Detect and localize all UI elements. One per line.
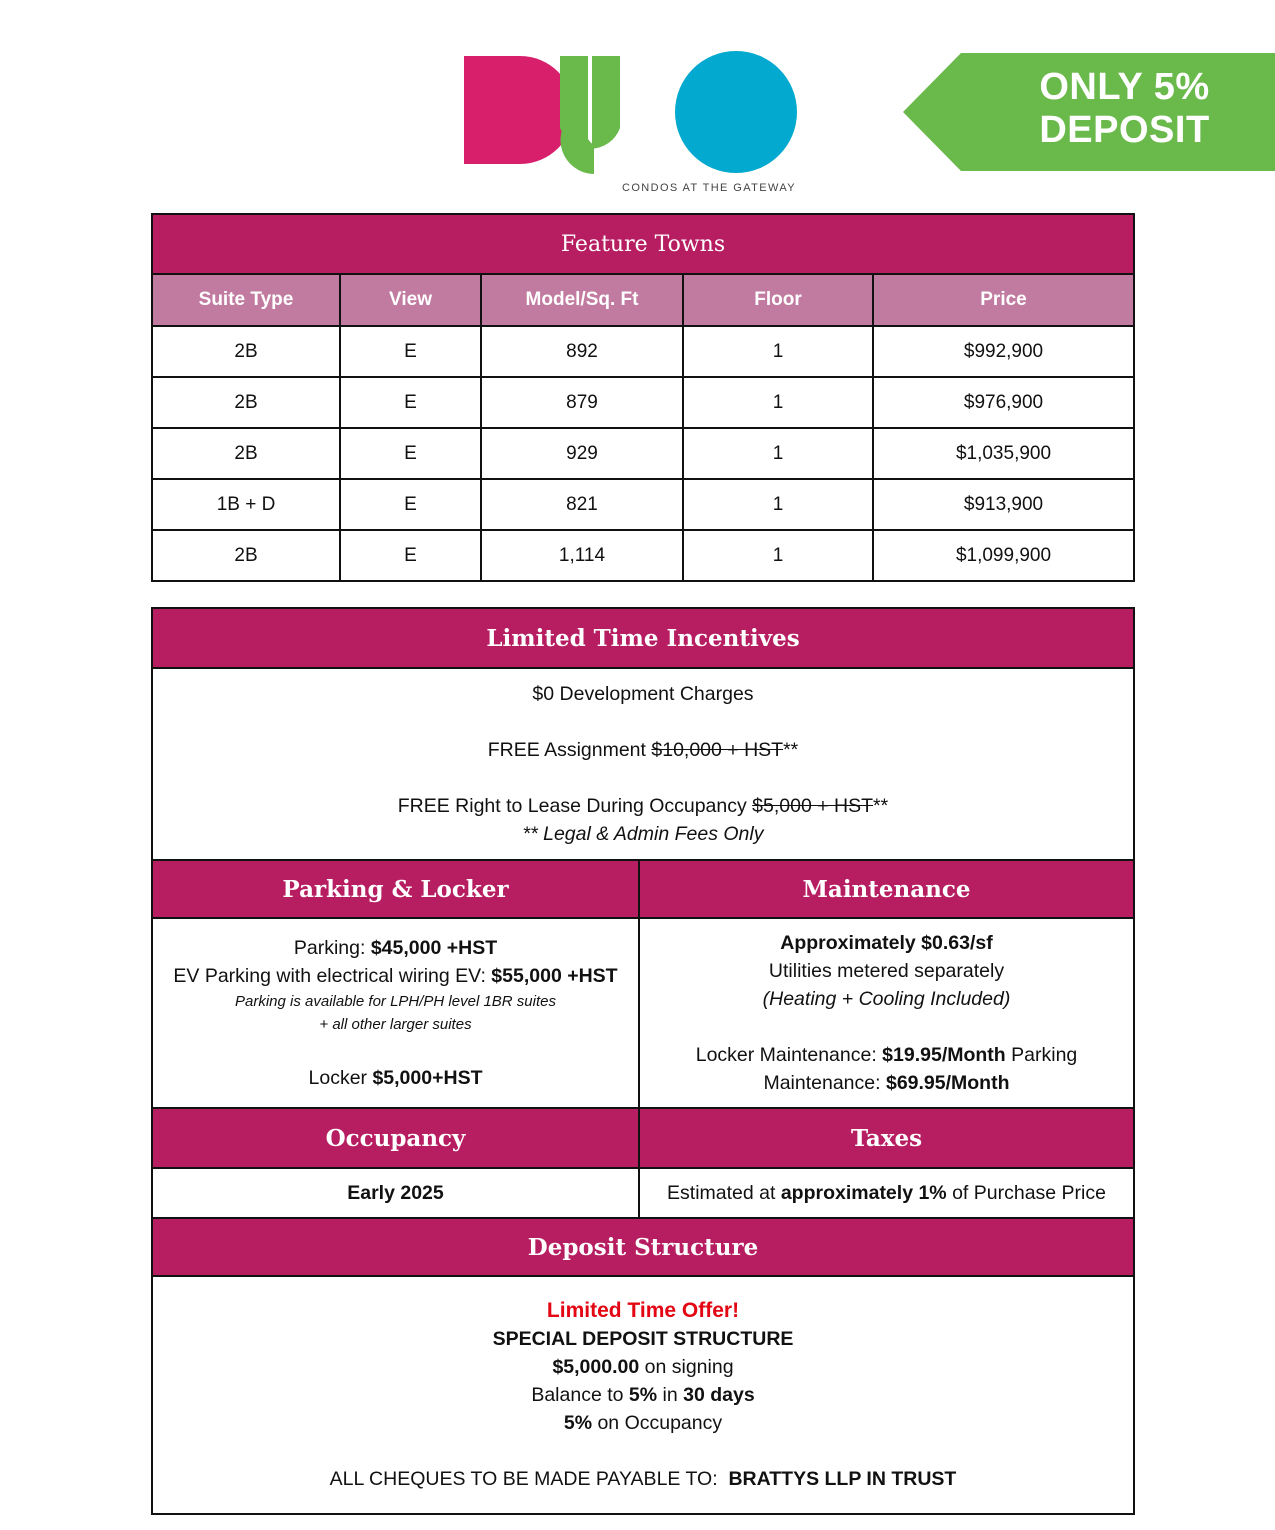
- taxes-value: Estimated at approximately 1% of Purchase Price: [639, 1168, 1134, 1218]
- parking-title: Parking & Locker: [152, 860, 639, 918]
- locker-maintenance: Locker Maintenance: $19.95/Month Parking: [695, 1044, 1078, 1066]
- table-cell: 1: [683, 479, 873, 530]
- banner-line-2: DEPOSIT: [1039, 109, 1210, 151]
- incentive-lease: FREE Right to Lease During Occupancy $5,000 + HST**: [397, 795, 889, 817]
- table-cell: $976,900: [873, 377, 1134, 428]
- column-header: Model/Sq. Ft: [481, 274, 683, 326]
- deposit-banner-text: [1012, 66, 1237, 152]
- maintenance-utilities: Utilities metered separately: [768, 960, 1005, 982]
- table-cell: 2B: [152, 377, 340, 428]
- table-cell: $992,900: [873, 326, 1134, 377]
- column-header: Suite Type: [152, 274, 340, 326]
- parking-price: Parking: $45,000 +HST: [293, 937, 498, 959]
- incentive-dev-charges: $0 Development Charges: [532, 683, 754, 705]
- parking-content: [152, 918, 639, 1108]
- table-cell: 1: [683, 428, 873, 479]
- table-cell: 879: [481, 377, 683, 428]
- incentive-assignment: FREE Assignment $10,000 + HST**: [487, 739, 799, 761]
- incentives-title: Limited Time Incentives: [152, 608, 1134, 668]
- table-cell: 892: [481, 326, 683, 377]
- deposit-payable: ALL CHEQUES TO BE MADE PAYABLE TO: BRATTYS LLP IN TRUST: [329, 1468, 957, 1490]
- column-header: Price: [873, 274, 1134, 326]
- table-cell: 2B: [152, 530, 340, 581]
- taxes-title: Taxes: [639, 1108, 1134, 1168]
- deposit-occupancy: 5% on Occupancy: [563, 1412, 723, 1434]
- parking-note-1: Parking is available for LPH/PH level 1BR suites: [235, 993, 556, 1010]
- info-table: [151, 607, 1135, 1515]
- table-cell: E: [340, 530, 481, 581]
- table-cell: E: [340, 377, 481, 428]
- deposit-content: [152, 1276, 1134, 1514]
- table-cell: E: [340, 479, 481, 530]
- table-cell: 2B: [152, 326, 340, 377]
- table-cell: 821: [481, 479, 683, 530]
- column-header: Floor: [683, 274, 873, 326]
- table-cell: E: [340, 326, 481, 377]
- maintenance-rate: Approximately $0.63/sf: [780, 932, 993, 954]
- table-cell: $1,035,900: [873, 428, 1134, 479]
- logo-letter-d: [464, 56, 574, 164]
- deposit-signing: $5,000.00 on signing: [552, 1356, 734, 1378]
- logo-letter-o: [675, 51, 797, 173]
- banner-line-1: ONLY 5%: [1039, 66, 1210, 108]
- table-row: [152, 530, 1134, 581]
- table-cell: E: [340, 428, 481, 479]
- occupancy-title: Occupancy: [152, 1108, 639, 1168]
- deposit-heading: SPECIAL DEPOSIT STRUCTURE: [492, 1328, 794, 1350]
- incentive-note: ** Legal & Admin Fees Only: [522, 823, 764, 845]
- locker-price: Locker $5,000+HST: [308, 1067, 483, 1089]
- occupancy-value: Early 2025: [152, 1168, 639, 1218]
- table-cell: 1: [683, 377, 873, 428]
- column-header: View: [340, 274, 481, 326]
- maintenance-content: [639, 918, 1134, 1108]
- table-cell: 1: [683, 326, 873, 377]
- table-cell: 1,114: [481, 530, 683, 581]
- table-cell: 929: [481, 428, 683, 479]
- table-cell: 1B + D: [152, 479, 340, 530]
- parking-note-2: + all other larger suites: [319, 1016, 472, 1033]
- deposit-title: Deposit Structure: [152, 1218, 1134, 1276]
- table-header-row: [152, 274, 1134, 326]
- table-cell: $1,099,900: [873, 530, 1134, 581]
- feature-towns-table: [151, 213, 1135, 582]
- incentives-content: [152, 668, 1134, 860]
- feature-towns-title: Feature Towns: [152, 214, 1134, 274]
- table-cell: 2B: [152, 428, 340, 479]
- maintenance-title: Maintenance: [639, 860, 1134, 918]
- table-row: [152, 326, 1134, 377]
- table-cell: $913,900: [873, 479, 1134, 530]
- table-row: [152, 428, 1134, 479]
- table-row: [152, 479, 1134, 530]
- parking-maintenance: Maintenance: $69.95/Month: [763, 1072, 1010, 1094]
- logo-tagline: CONDOS AT THE GATEWAY: [621, 182, 797, 194]
- ev-parking-price: EV Parking with electrical wiring EV: $55,000 +HST: [173, 965, 618, 987]
- table-row: [152, 377, 1134, 428]
- duo-logo: [462, 50, 802, 200]
- deposit-offer: Limited Time Offer!: [546, 1299, 740, 1322]
- maintenance-included: (Heating + Cooling Included): [762, 988, 1011, 1010]
- table-cell: 1: [683, 530, 873, 581]
- deposit-balance: Balance to 5% in 30 days: [531, 1384, 755, 1406]
